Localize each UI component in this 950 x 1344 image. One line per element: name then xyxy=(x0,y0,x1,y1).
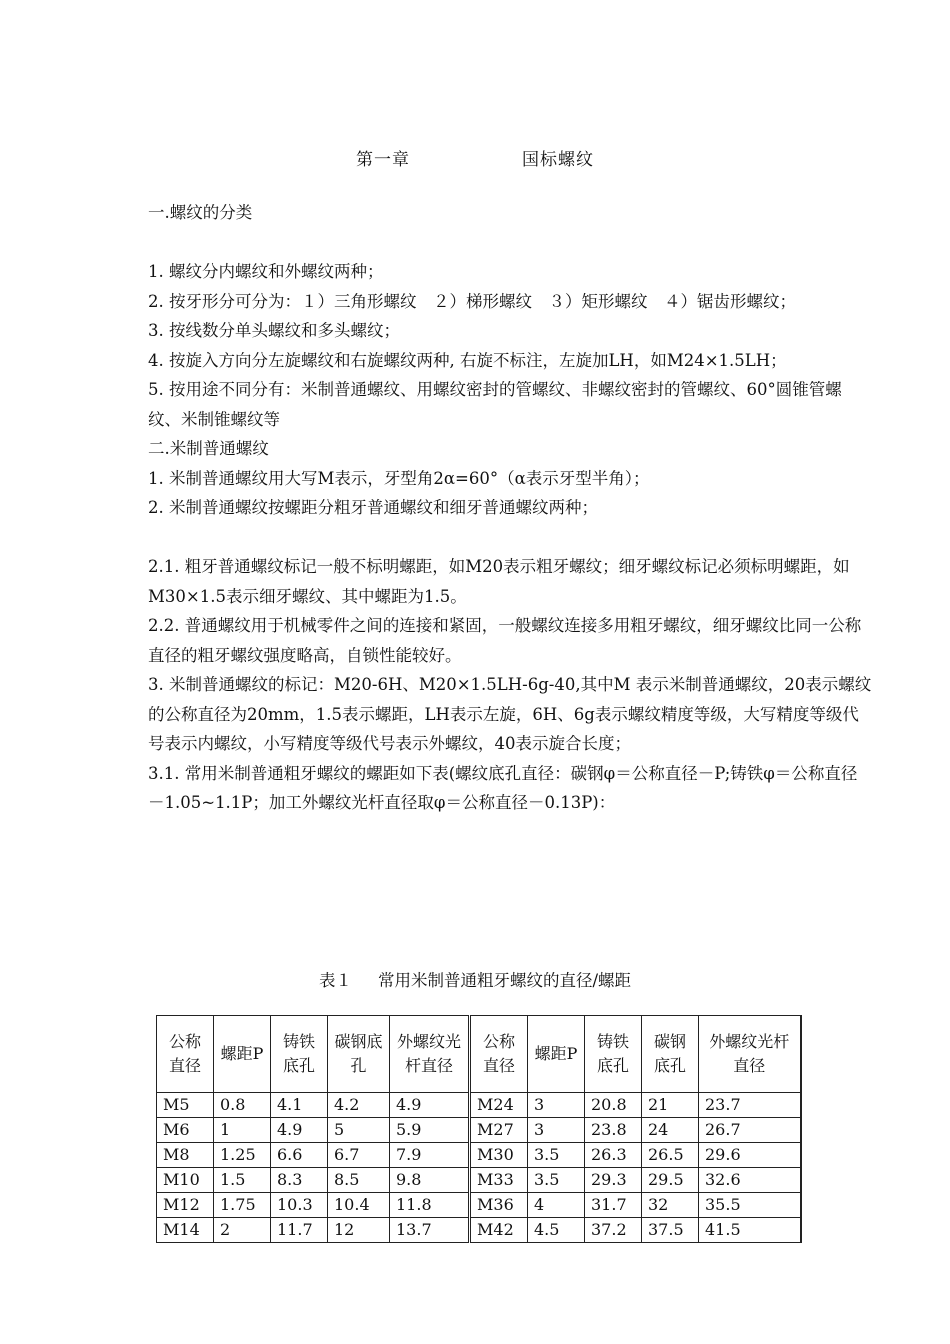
table-cell: 31.7 xyxy=(585,1193,642,1218)
table-cell: 23.8 xyxy=(585,1118,642,1143)
header-cell: 外螺纹光杆直径 xyxy=(390,1016,470,1093)
table-cell: M42 xyxy=(470,1218,528,1243)
table-cell: M12 xyxy=(157,1193,214,1218)
table-cell: 10.3 xyxy=(271,1193,328,1218)
table-cell: 24 xyxy=(642,1118,699,1143)
section-heading: 二.米制普通螺纹 xyxy=(148,439,269,458)
table-cell: M6 xyxy=(157,1118,214,1143)
table-cell: 3 xyxy=(528,1093,585,1118)
table-cell: M24 xyxy=(470,1093,528,1118)
chapter-name: 国标螺纹 xyxy=(522,150,594,170)
table-cell: 4.2 xyxy=(328,1093,390,1118)
table-cell: 6.7 xyxy=(328,1143,390,1168)
table-caption-label: 表１ xyxy=(318,971,352,990)
header-cell: 外螺纹光杆直径 xyxy=(699,1016,801,1093)
table-caption xyxy=(0,967,950,991)
table-cell: 6.6 xyxy=(271,1143,328,1168)
paragraph: 3.1. 常用米制普通粗牙螺纹的螺距如下表(螺纹底孔直径：碳钢φ＝公称直径－P;铸铁φ＝公称直径－1.05~1.1P；加工外螺纹光杆直径取φ＝公称直径－0.13P)： xyxy=(148,763,858,812)
blank-line xyxy=(148,228,872,258)
chapter-title xyxy=(0,145,950,170)
header-cell: 公称直径 xyxy=(470,1016,528,1093)
table-cell: 7.9 xyxy=(390,1143,470,1168)
blank-line xyxy=(148,523,872,553)
table-cell: 35.5 xyxy=(699,1193,801,1218)
table-cell: M33 xyxy=(470,1168,528,1193)
table-caption-text: 常用米制普通粗牙螺纹的直径/螺距 xyxy=(377,971,632,990)
paragraph: 1. 米制普通螺纹用大写M表示，牙型角2α=60°（α表示牙型半角）； xyxy=(148,468,650,488)
table-cell: 3.5 xyxy=(528,1168,585,1193)
thread-table xyxy=(156,1015,802,1243)
table-row xyxy=(157,1093,801,1118)
table-cell: 9.8 xyxy=(390,1168,470,1193)
table-cell: 20.8 xyxy=(585,1093,642,1118)
header-cell: 铸铁底孔 xyxy=(585,1016,642,1093)
header-cell: 公称直径 xyxy=(157,1016,214,1093)
header-cell: 铸铁底孔 xyxy=(271,1016,328,1093)
table-cell: 12 xyxy=(328,1218,390,1243)
table-cell: 1.5 xyxy=(214,1168,271,1193)
table-cell: 26.5 xyxy=(642,1143,699,1168)
table-cell: 0.8 xyxy=(214,1093,271,1118)
table-cell: 29.3 xyxy=(585,1168,642,1193)
table-cell: 3.5 xyxy=(528,1143,585,1168)
table-row xyxy=(157,1143,801,1168)
paragraph: 2.2. 普通螺纹用于机械零件之间的连接和紧固，一般螺纹连接多用粗牙螺纹，细牙螺纹比同一公称直径的粗牙螺纹强度略高，自锁性能较好。 xyxy=(148,616,862,665)
table-row xyxy=(157,1218,801,1243)
header-cell: 螺距P xyxy=(214,1016,271,1093)
table-cell: 4.5 xyxy=(528,1218,585,1243)
table-cell: M10 xyxy=(157,1168,214,1193)
table-cell: 41.5 xyxy=(699,1218,801,1243)
header-cell: 碳钢底孔 xyxy=(642,1016,699,1093)
table-cell: 1.25 xyxy=(214,1143,271,1168)
table-cell: M14 xyxy=(157,1218,214,1243)
table-cell: 32 xyxy=(642,1193,699,1218)
table-cell: 37.5 xyxy=(642,1218,699,1243)
table-cell: 8.3 xyxy=(271,1168,328,1193)
table-cell: M27 xyxy=(470,1118,528,1143)
table-cell: 2 xyxy=(214,1218,271,1243)
table-cell: 3 xyxy=(528,1118,585,1143)
paragraph: 4. 按旋入方向分左旋螺纹和右旋螺纹两种, 右旋不标注，左旋加LH，如M24×1.5LH； xyxy=(148,350,787,370)
table-cell: 4 xyxy=(528,1193,585,1218)
header-cell: 螺距P xyxy=(528,1016,585,1093)
table-cell: M30 xyxy=(470,1143,528,1168)
table-cell: 21 xyxy=(642,1093,699,1118)
table-cell: 4.9 xyxy=(271,1118,328,1143)
table-cell: 5.9 xyxy=(390,1118,470,1143)
paragraph: 5. 按用途不同分有：米制普通螺纹、用螺纹密封的管螺纹、非螺纹密封的管螺纹、60°圆锥管螺纹、米制锥螺纹等 xyxy=(148,380,842,429)
table-cell: 4.1 xyxy=(271,1093,328,1118)
body-text xyxy=(148,198,872,818)
table-cell: 29.6 xyxy=(699,1143,801,1168)
paragraph: 1. 螺纹分内螺纹和外螺纹两种； xyxy=(148,262,384,281)
table-cell: 23.7 xyxy=(699,1093,801,1118)
paragraph: 2.1. 粗牙普通螺纹标记一般不标明螺距，如M20表示粗牙螺纹；细牙螺纹标记必须标明螺距，如M30×1.5表示细牙螺纹、其中螺距为1.5。 xyxy=(148,557,850,606)
section-heading: 一.螺纹的分类 xyxy=(148,203,253,222)
paragraph: 2. 按牙形分可分为：１）三角形螺纹 ２）梯形螺纹 ３）矩形螺纹 ４）锯齿形螺纹； xyxy=(148,291,796,311)
table-cell: 1 xyxy=(214,1118,271,1143)
table-cell: 32.6 xyxy=(699,1168,801,1193)
table-header-row xyxy=(157,1016,801,1093)
table-row xyxy=(157,1118,801,1143)
table-cell: 10.4 xyxy=(328,1193,390,1218)
table-cell: M8 xyxy=(157,1143,214,1168)
table-row xyxy=(157,1193,801,1218)
table-row xyxy=(157,1168,801,1193)
table-cell: 13.7 xyxy=(390,1218,470,1243)
paragraph: 3. 米制普通螺纹的标记：M20-6H、M20×1.5LH-6g-40,其中M 表示米制普通螺纹，20表示螺纹的公称直径为20mm，1.5表示螺距，LH表示左旋，6H、6g表示螺纹精度等级，大写精度等级代号表示内螺纹，小写精度等级代号表示外螺纹，40表示旋合长度； xyxy=(148,675,872,753)
table-cell: 26.3 xyxy=(585,1143,642,1168)
table-cell: M5 xyxy=(157,1093,214,1118)
table-cell: 29.5 xyxy=(642,1168,699,1193)
table-cell: 1.75 xyxy=(214,1193,271,1218)
table-cell: 5 xyxy=(328,1118,390,1143)
header-cell: 碳钢底孔 xyxy=(328,1016,390,1093)
table-cell: 11.8 xyxy=(390,1193,470,1218)
table-cell: 26.7 xyxy=(699,1118,801,1143)
paragraph: 2. 米制普通螺纹按螺距分粗牙普通螺纹和细牙普通螺纹两种； xyxy=(148,498,598,517)
table-cell: M36 xyxy=(470,1193,528,1218)
chapter-number: 第一章 xyxy=(356,150,410,170)
table-cell: 8.5 xyxy=(328,1168,390,1193)
table-cell: 4.9 xyxy=(390,1093,470,1118)
paragraph: 3. 按线数分单头螺纹和多头螺纹； xyxy=(148,321,400,340)
table-cell: 37.2 xyxy=(585,1218,642,1243)
table-cell: 11.7 xyxy=(271,1218,328,1243)
